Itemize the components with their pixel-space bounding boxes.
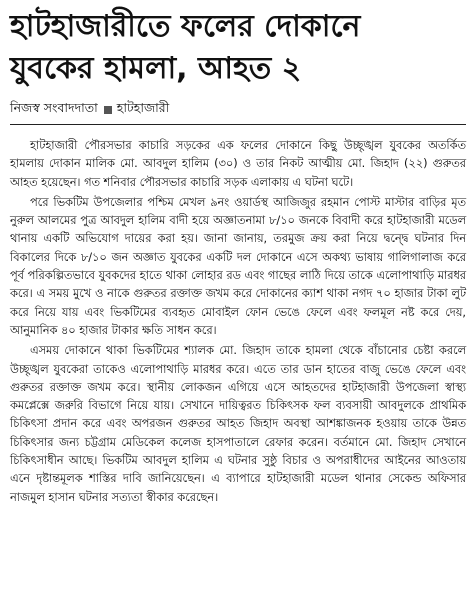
byline-reporter: নিজস্ব সংবাদদাতা bbox=[10, 100, 98, 115]
article-body bbox=[10, 137, 466, 507]
byline-separator-square-icon bbox=[104, 106, 112, 114]
byline bbox=[10, 100, 466, 120]
headline-line-2: যুবকের হামলা, আহত ২ bbox=[10, 51, 302, 86]
article-headline bbox=[10, 6, 466, 90]
byline-location: হাটহাজারী bbox=[116, 100, 170, 115]
article-paragraph-2: পরে ভিকটিম উপজেলার পশ্চিম মেখল ৯নং ওয়ার্ডস্থ আজিজুর রহমান পোস্ট মাস্টার বাড়ির মৃত নুরুল আলমের পুত্র আবদুল হালিম বাদী হয়ে অজ্ঞাতনামা ৮/১০ জনকে বিবাদী করে হাটহাজারী মডেল থানায় একটি অভিযোগ দায়ের করা হয়। জানা জানায়, তরমুজ ক্রয় করা নিয়ে দ্বন্দ্বে ঘটনার দিন বিকালের দিকে ৮/১০ জন অজ্ঞাত যুবকের একটি দল দোকানে এসে অকথ্য ভাষায় গালিগালাজ করে পূর্ব পরিকল্পিতভাবে যুবকদের হাতে থাকা লোহার রড এবং গাছের লাঠি দিয়ে তাকে এলোপাথাড়ি মারধর করে। এ সময় মুখে ও নাকে গুরুতর রক্তাক্ত জখম করে দোকানের ক্যাশ থাকা নগদ ৭০ হাজার টাকা লুট করে নিয়ে যায় এবং ভিকটিমের ব্যবহৃত মোবাইল ফোন ভেঙে ফেলে এবং ফলমূল নষ্ট করে দেয়, আনুমানিক ৪০ হাজার টাকার ক্ষতি সাধন করে। bbox=[10, 195, 466, 337]
article-paragraph-3: এসময় দোকানে থাকা ভিকটিমের শ্যালক মো. জিহাদ তাকে হামলা থেকে বাঁচানোর চেষ্টা করলে উচ্ছৃঙ্খল যুবকেরা তাকেও এলোপাথাড়ি মারধর করে। এতে তার ডান হাতের বাজু ভেঙে ফেলে এবং গুরুতর রক্তাক্ত জখম করে। স্থানীয় লোকজন এগিয়ে এসে আহতদের হাটহাজারী উপজেলা স্বাস্থ্য কমপ্লেক্সে জরুরি বিভাগে নিয়ে যায়। সেখানে দায়িত্বরত চিকিৎসক ফল ব্যবসায়ী আবদুলকে প্রাথমিক চিকিৎসা প্রদান করে এবং অপরজন গুরুতর আহত জিহাদ অবস্থা আশঙ্কাজনক হওয়ায় তাকে উন্নত চিকিৎসার জন্য চট্টগ্রাম মেডিকেল কলেজ হাসপাতালে রেফার করেন। বর্তমানে মো. জিহাদ সেখানে চিকিৎসাধীন আছে। ভিকটিম আবদুল হালিম এ ঘটনার সুষ্ঠু বিচার ও অপরাধীদের আইনের আওতায় এনে দৃষ্টান্তমূলক শাস্তির দাবি জানিয়েছেন। এ ব্যাপারে হাটহাজারী মডেল থানার সেকেন্ড অফিসার নাজমুল হাসান ঘটনার সত্যতা স্বীকার করেছেন। bbox=[10, 344, 466, 504]
article-paragraph-1: হাটহাজারী পৌরসভার কাচারি সড়কের এক ফলের দোকানে কিছু উচ্ছৃঙ্খল যুবকের অতর্কিত হামলায় দোকান মালিক মো. আবদুল হালিম (৩০) ও তার নিকট আত্মীয় মো. জিহাদ (২২) গুরুতর আহত হয়েছেন। গত শনিবার পৌরসভার কাচারি সড়ক এলাকায় এ ঘটনা ঘটে। bbox=[10, 139, 466, 189]
headline-line-1: হাটহাজারীতে ফলের দোকানে bbox=[10, 9, 361, 44]
byline-divider bbox=[10, 124, 466, 125]
